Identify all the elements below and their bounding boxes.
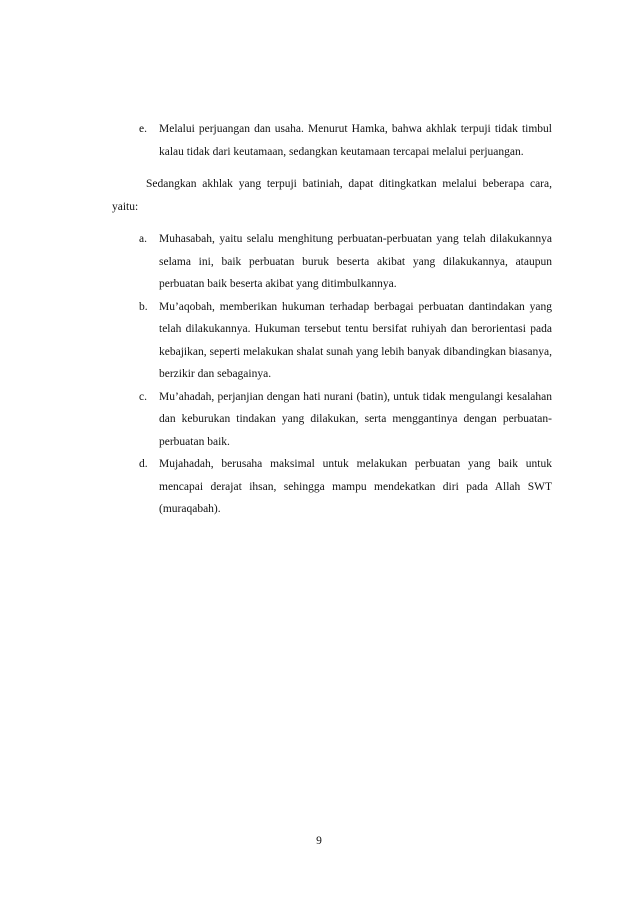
list-marker: c. [139, 390, 147, 403]
list-marker: b. [139, 300, 148, 313]
list-item-text: Mu’ahadah, perjanjian dengan hati nurani (batin), untuk tidak mengulangi kesalahan dan keburukan tindakan yang dilakukan, serta menggantinya dengan perbuatan-perbuatan baik. [159, 390, 552, 448]
list-marker: d. [139, 458, 148, 470]
list-marker: e. [139, 123, 147, 135]
list-item-a [112, 228, 552, 296]
list-item-b [112, 296, 552, 386]
method-list [112, 228, 552, 521]
list-item-text: Melalui perjuangan dan usaha. Menurut Hamka, bahwa akhlak terpuji tidak timbul kalau tidak dari keutamaan, sedangkan keutamaan tercapai melalui perjuangan. [159, 123, 552, 158]
list-marker: a. [139, 233, 147, 245]
page-number: 9 [316, 835, 322, 847]
body-paragraph: Sedangkan akhlak yang terpuji batiniah, dapat ditingkatkan melalui beberapa cara, yaitu: [112, 178, 552, 213]
list-item-text: Mu’aqobah, memberikan hukuman terhadap berbagai perbuatan dantindakan yang telah dilakukannya. Hukuman tersebut tentu bersifat ruhiyah dan berorientasi pada kebajikan, seperti melakukan shalat sunah yang lebih banyak dibandingkan biasanya, berzikir dan sebagainya. [159, 300, 552, 380]
list-item-e [112, 118, 552, 163]
list-item-c [112, 386, 552, 454]
list-item-d [112, 453, 552, 521]
list-item-text: Muhasabah, yaitu selalu menghitung perbuatan-perbuatan yang telah dilakukannya selama ini, baik perbuatan buruk beserta akibat yang dilakukannya, ataupun perbuatan baik beserta akibat yang ditimbulkannya. [159, 233, 552, 290]
page-content [112, 118, 552, 521]
list-item-text: Mujahadah, berusaha maksimal untuk melakukan perbuatan yang baik untuk mencapai derajat ihsan, sehingga mampu mendekatkan diri pada Allah SWT (muraqabah). [159, 458, 552, 515]
